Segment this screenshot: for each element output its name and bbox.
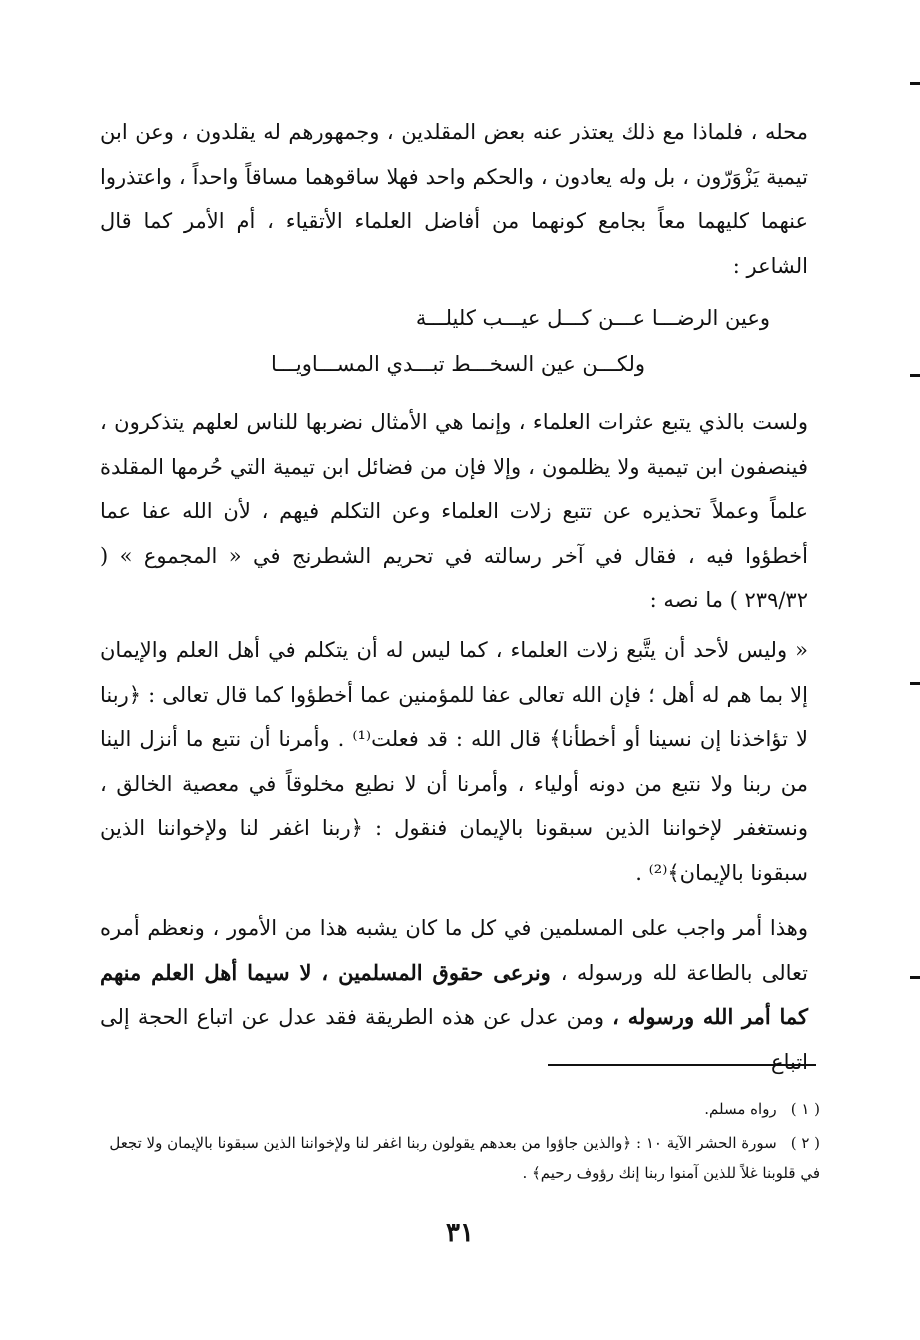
paragraph-1: محله ، فلماذا مع ذلك يعتذر عنه بعض المقلدين ، وجمهورهم له يقلدون ، وعن ابن تيمية يَزْوَرّون ، بل وله يعادون ، والحكم واحد فهلا ساقوهما مساقاً واحداً ، واعتذروا عنهما كليهما معاً بجامع كونهما من أفاضل العلماء الأتقياء ، أم الأمر كما قال الشاعر : [100,120,808,278]
edge-mark [910,682,920,685]
edge-mark [910,374,920,377]
poem-line-1: وعين الرضـــا عـــن كـــل عيـــب كليلـــة [415,306,770,330]
poem-line-2: ولكـــن عين السخـــط تبـــدي المســـاويـــا [271,352,645,376]
paragraph-4-start: وهذا أمر واجب على المسلمين في كل ما كان يشبه هذا من الأمور ، ونعظم أمره تعالى بالطاعة لله ورسوله ، [100,916,808,985]
footnote-separator [548,1064,816,1066]
page-number: ٣١ [446,1218,474,1248]
paragraph-4-end: ومن عدل عن هذه الطريقة فقد عدل عن اتباع الحجة إلى اتباع [100,1005,808,1074]
footnote-2-text: سورة الحشر الآية ١٠ : ﴿والذين جاؤوا من بعدهم يقولون ربنا اغفر لنا ولإخواننا الذين سبقونا بالإيمان ولا تجعل في قلوبنا غلاً للذين آمنوا ربنا إنك رؤوف رحيم﴾ . [109,1134,820,1182]
footnote-1-marker: ( ١ ) [790,1100,820,1118]
paragraph-3-quote: « وليس لأحد أن يتَّبع زلات العلماء ، كما ليس له أن يتكلم في أهل العلم والإيمان إلا بما هم له أهل ؛ فإن الله تعالى عفا للمؤمنين عما أخطؤوا كما قال تعالى : ﴿ربنا لا تؤاخذنا إن نسينا أو أخطأنا﴾ قال الله : قد فعلت⁽¹⁾ . وأمرنا أن نتبع ما أنزل الينا من ربنا ولا نتبع من دونه أولياء ، وأمرنا أن لا نطيع مخلوقاً في معصية الخالق ، ونستغفر لإخواننا الذين سبقونا بالإيمان فنقول : ﴿ربنا اغفر لنا ولإخواننا الذين سبقونا بالإيمان﴾⁽²⁾ . [100,638,808,885]
edge-mark [910,82,920,85]
footnote-1 [100,1094,820,1124]
footnote-2-marker: ( ٢ ) [790,1134,820,1152]
edge-mark [910,976,920,979]
footnote-2 [100,1128,820,1188]
paragraph-4-bold: ونرعى حقوق المسلمين ، لا سيما أهل العلم منهم كما أمر الله ورسوله ، [100,959,808,1029]
paragraph-4 [100,906,808,1084]
footnote-1-text: رواه مسلم. [704,1100,777,1118]
paragraph-2: ولست بالذي يتبع عثرات العلماء ، وإنما هي الأمثال نضربها للناس لعلهم يتذكرون ، فينصفون ابن تيمية ولا يظلمون ، وإلا فإن من فضائل ابن تيمية التي حُرمها المقلدة علماً وعملاً تحذيره عن تتبع زلات العلماء وعن التكلم فيهم ، لأن الله عفا عما أخطؤوا فيه ، فقال في آخر رسالته في تحريم الشطرنج في « المجموع » ( ٢٣٩/٣٢ ) ما نصه : [100,410,808,612]
